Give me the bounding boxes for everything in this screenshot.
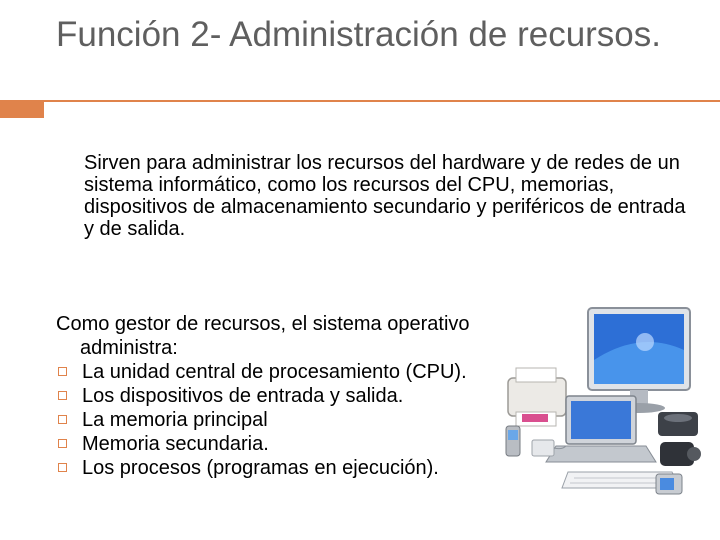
list-item: Los dispositivos de entrada y salida. xyxy=(56,384,716,408)
slide-title: Función 2- Administración de recursos. xyxy=(56,15,661,54)
square-bullet-icon xyxy=(58,367,67,376)
intro-paragraph: Sirven para administrar los recursos del hardware y de redes de un sistema informático, como los recursos del CPU, memorias, dispositivos de almacenamiento secundario y periféricos de entrada y de salida. xyxy=(84,152,686,240)
divider-accent-block xyxy=(0,100,42,118)
square-bullet-icon xyxy=(58,439,67,448)
square-bullet-icon xyxy=(58,391,67,400)
divider-horizontal-line xyxy=(44,100,720,102)
divider-vertical-line xyxy=(42,100,44,118)
hardware-devices-illustration xyxy=(470,300,710,520)
scanner-icon xyxy=(658,412,698,436)
square-bullet-icon xyxy=(58,463,67,472)
list-item: Los procesos (programas en ejecución). xyxy=(56,456,716,480)
camera-icon xyxy=(656,474,682,494)
lead-text: Como gestor de recursos, el sistema operativo xyxy=(56,313,470,335)
lead-text-continued: administra: xyxy=(80,337,178,359)
title-divider xyxy=(0,100,720,118)
square-bullet-icon xyxy=(58,415,67,424)
printer-icon xyxy=(508,368,566,426)
list-item: La memoria principal xyxy=(56,408,716,432)
list-item: La unidad central de procesamiento (CPU). xyxy=(56,360,716,384)
list-item: Memoria secundaria. xyxy=(56,432,716,456)
camcorder-icon xyxy=(660,442,701,466)
phone-icon xyxy=(506,426,520,456)
